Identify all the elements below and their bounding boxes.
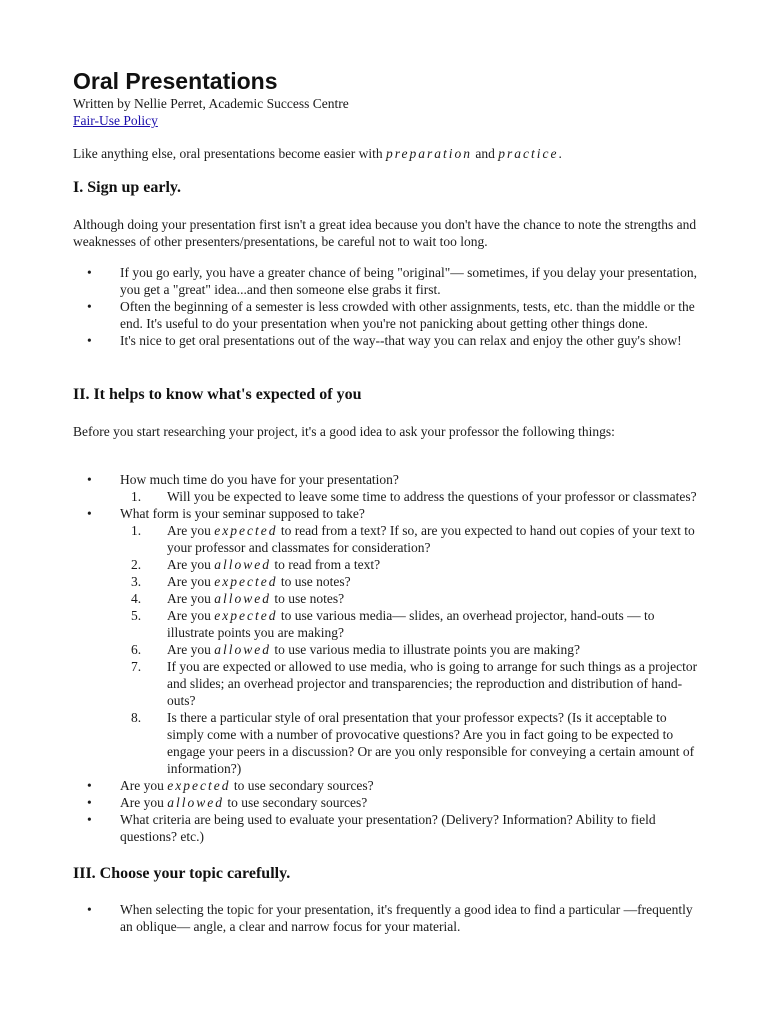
section-1-paragraph: Although doing your presentation first isn't a great idea because you don't have the chance to note the strengths and weaknesses of other presenters/presentations, be careful not to wait too long. bbox=[73, 217, 697, 249]
section-1-list bbox=[73, 264, 698, 349]
sub-list-item: 4. Are you allowed to use notes? bbox=[131, 591, 345, 606]
list-item: • What form is your seminar supposed to take? bbox=[87, 506, 365, 521]
sub-list-item: 8. Is there a particular style of oral presentation that your professor expects? (Is it acceptable to simply come with a number of provocative questions? Are you in fact going to be expected to engage your peers in a discussion? Or are you only responsible for conveying a certain amount of information?) bbox=[131, 710, 695, 776]
list-item: • Are you allowed to use secondary sources? bbox=[87, 795, 368, 810]
fair-use-link[interactable]: Fair-Use Policy bbox=[73, 113, 158, 128]
sub-list-item: 2. Are you allowed to read from a text? bbox=[131, 557, 381, 572]
sub-list-item: 3. Are you expected to use notes? bbox=[131, 574, 351, 589]
section-3-list bbox=[73, 901, 698, 935]
list-item: • If you go early, you have a greater chance of being "original"— sometimes, if you delay your presentation, you get a "great" idea...and then someone else grabs it first. bbox=[87, 265, 697, 297]
section-1-heading: I. Sign up early. bbox=[73, 179, 182, 196]
sub-list-item: 1. Are you expected to read from a text? If so, are you expected to hand out copies of your text to your professor and classmates for consideration? bbox=[131, 523, 695, 555]
intro-paragraph: Like anything else, oral presentations become easier with preparation and practice. bbox=[73, 146, 562, 161]
sub-list-item: 7. If you are expected or allowed to use media, who is going to arrange for such things as a projector and slides; an overhead projector and transparencies; the reproduction and distribution of hand-outs? bbox=[131, 659, 698, 708]
emphasis-preparation: preparation bbox=[386, 146, 473, 161]
section-2-heading: II. It helps to know what's expected of you bbox=[73, 386, 362, 403]
sub-list-item: 1. Will you be expected to leave some time to address the questions of your professor or classmates? bbox=[131, 489, 697, 504]
sub-list-item: 6. Are you allowed to use various media to illustrate points you are making? bbox=[131, 642, 580, 657]
list-item: • Often the beginning of a semester is less crowded with other assignments, tests, etc. than the middle or the end. It's useful to do your presentation when you're not panicking about getting other things done. bbox=[87, 299, 695, 331]
list-item: • Are you expected to use secondary sources? bbox=[87, 778, 374, 793]
section-2-list bbox=[73, 471, 698, 845]
sub-list-item: 5. Are you expected to use various media— slides, an overhead projector, hand-outs — to illustrate points you are making? bbox=[131, 608, 655, 640]
emphasis-practice: practice bbox=[498, 146, 559, 161]
list-item: • It's nice to get oral presentations out of the way--that way you can relax and enjoy the other guy's show! bbox=[87, 333, 682, 348]
list-item: • When selecting the topic for your presentation, it's frequently a good idea to find a particular —frequently an oblique— angle, a clear and narrow focus for your material. bbox=[87, 902, 693, 934]
byline: Written by Nellie Perret, Academic Success Centre bbox=[73, 96, 349, 111]
section-3-heading: III. Choose your topic carefully. bbox=[73, 865, 291, 882]
list-item: • How much time do you have for your presentation? bbox=[87, 472, 399, 487]
section-2-paragraph: Before you start researching your project, it's a good idea to ask your professor the following things: bbox=[73, 424, 615, 439]
list-item: • What criteria are being used to evaluate your presentation? (Delivery? Information? Ability to field questions? etc.) bbox=[87, 812, 656, 844]
page-title: Oral Presentations bbox=[73, 68, 278, 94]
